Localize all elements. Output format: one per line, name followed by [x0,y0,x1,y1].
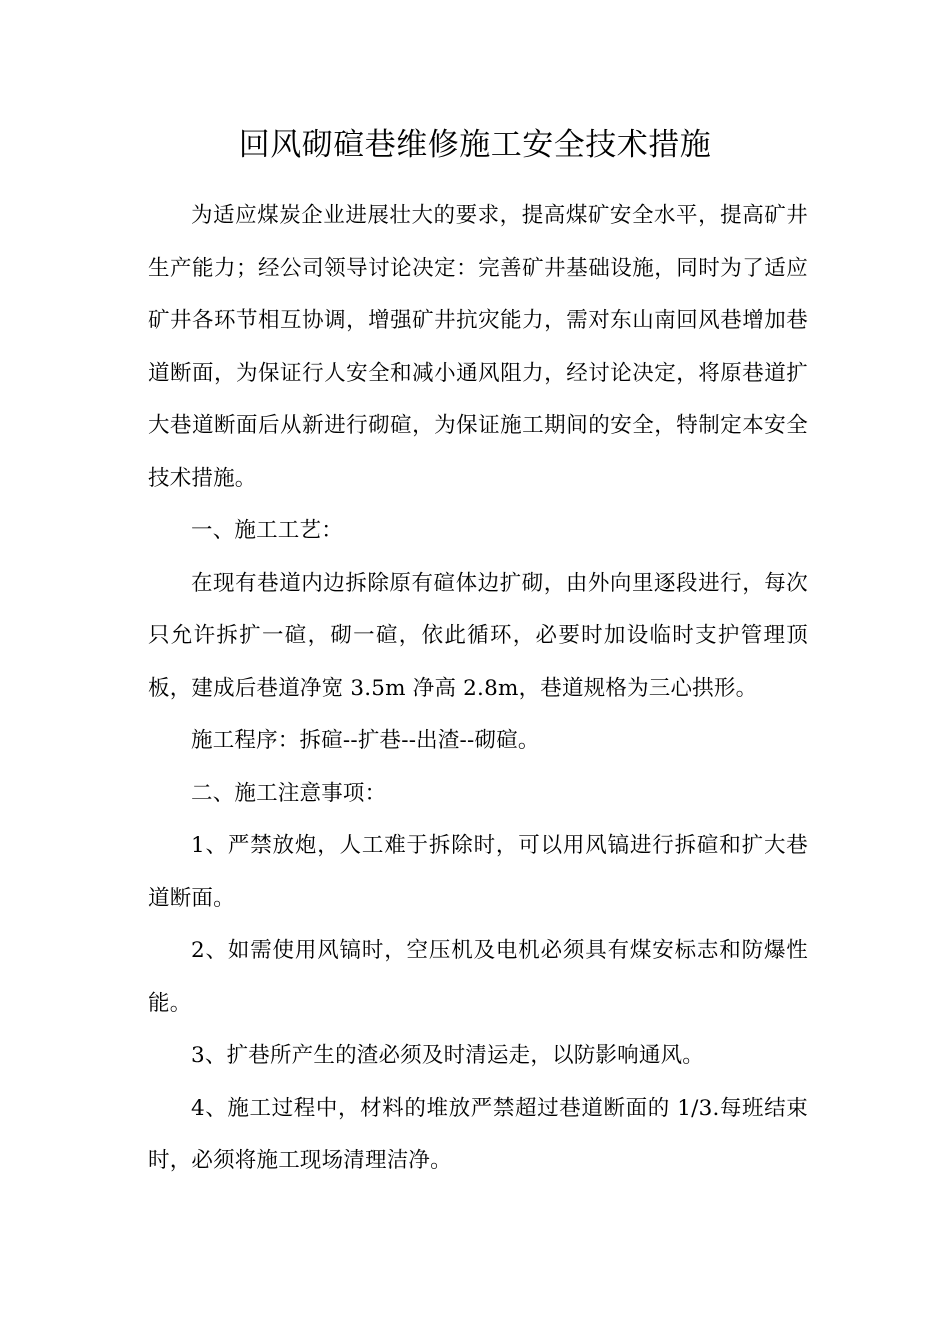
document-title: 回风砌碹巷维修施工安全技术措施 [238,127,712,163]
paragraph-intro: 为适应煤炭企业进展壮大的要求，提高煤矿安全水平，提高矿井生产能力；经公司领导讨论决定：完善矿井基础设施，同时为了适应矿井各环节相互协调，增强矿井抗灾能力，需对东山南回风巷增加巷道断面，为保证行人安全和减小通风阻力，经讨论决定，将原巷道扩大巷道断面后从新进行砌碹，为保证施工期间的安全，特制定本安全技术措施。 [148,203,808,491]
list-item-precaution-2: 2、如需使用风镐时，空压机及电机必须具有煤安标志和防爆性能。 [148,938,808,1016]
section-heading-process: 一、施工工艺： [191,518,343,543]
paragraph-procedure: 施工程序：拆碹--扩巷--出渣--砌碹。 [191,728,540,753]
list-item-precaution-1: 1、严禁放炮，人工难于拆除时，可以用风镐进行拆碹和扩大巷道断面。 [148,833,808,911]
document-body [148,190,808,1188]
list-item-precaution-4: 4、施工过程中，材料的堆放严禁超过巷道断面的 1/3.每班结束时，必须将施工现场清理洁净。 [148,1095,808,1173]
section-heading-precautions: 二、施工注意事项： [191,780,387,806]
list-item-precaution-3: 3、扩巷所产生的渣必须及时清运走，以防影响通风。 [191,1043,704,1068]
paragraph-process: 在现有巷道内边拆除原有碹体边扩砌，由外向里逐段进行，每次只允许拆扩一碹，砌一碹，依此循环，必要时加设临时支护管理顶板，建成后巷道净宽 3.5m 净高 2.8m，巷道规格为三心拱形。 [148,570,808,701]
